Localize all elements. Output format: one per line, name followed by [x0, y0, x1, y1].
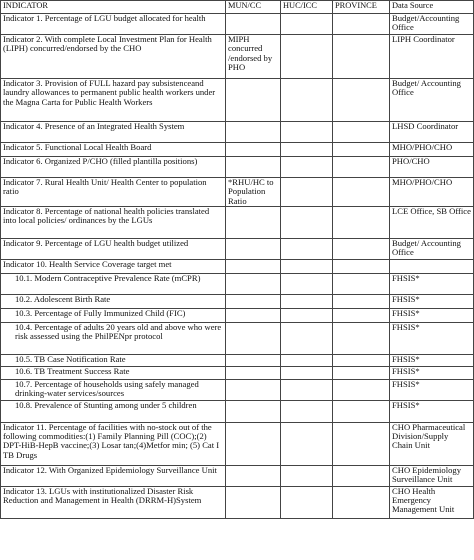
cell-huc-icc [281, 122, 333, 143]
cell-huc-icc [281, 294, 333, 308]
cell-mun-cc [226, 366, 281, 379]
cell-mun-cc [226, 422, 281, 465]
cell-data-source: PHO/CHO [390, 157, 474, 178]
cell-huc-icc [281, 465, 333, 486]
header-data-source: Data Source [390, 1, 474, 14]
cell-indicator: Indicator 1. Percentage of LGU budget allocated for health [1, 14, 226, 35]
cell-huc-icc [281, 400, 333, 422]
cell-province [333, 14, 390, 35]
cell-indicator: 10.3. Percentage of Fully Immunized Child (FIC) [1, 308, 226, 322]
cell-province [333, 486, 390, 518]
cell-mun-cc [226, 122, 281, 143]
cell-huc-icc [281, 14, 333, 35]
cell-indicator: Indicator 3. Provision of FULL hazard pay subsistenceand laundry allowances to permanent public health workers under the Magna Carta for Public Health Workers [1, 79, 226, 122]
cell-data-source: LIPH Coordinator [390, 35, 474, 79]
cell-province [333, 273, 390, 294]
cell-huc-icc [281, 157, 333, 178]
table-row [1, 422, 474, 465]
cell-huc-icc [281, 238, 333, 259]
cell-province [333, 400, 390, 422]
cell-mun-cc: MIPH concurred /endorsed by PHO [226, 35, 281, 79]
cell-data-source: Budget/ Accounting Office [390, 79, 474, 122]
cell-huc-icc [281, 35, 333, 79]
cell-indicator: Indicator 6. Organized P/CHO (filled plantilla positions) [1, 157, 226, 178]
cell-indicator: Indicator 10. Health Service Coverage target met [1, 259, 226, 273]
cell-mun-cc [226, 294, 281, 308]
cell-indicator: 10.1. Modern Contraceptive Prevalence Rate (mCPR) [1, 273, 226, 294]
cell-mun-cc [226, 14, 281, 35]
cell-province [333, 79, 390, 122]
cell-data-source: FHSIS* [390, 400, 474, 422]
cell-huc-icc [281, 79, 333, 122]
table-header-row [1, 1, 474, 14]
cell-data-source: FHSIS* [390, 379, 474, 400]
cell-huc-icc [281, 143, 333, 157]
cell-indicator: 10.5. TB Case Notification Rate [1, 354, 226, 366]
cell-data-source: LCE Office, SB Office [390, 206, 474, 238]
cell-data-source: CHO Epidemiology Surveillance Unit [390, 465, 474, 486]
cell-province [333, 322, 390, 354]
table-row [1, 259, 474, 273]
cell-indicator: 10.8. Prevalence of Stunting among under 5 children [1, 400, 226, 422]
cell-indicator: 10.2. Adolescent Birth Rate [1, 294, 226, 308]
table-row [1, 122, 474, 143]
header-mun-cc: MUN/CC [226, 1, 281, 14]
cell-indicator: 10.7. Percentage of households using safely managed drinking-water services/sources [1, 379, 226, 400]
cell-huc-icc [281, 486, 333, 518]
cell-mun-cc [226, 206, 281, 238]
cell-data-source: FHSIS* [390, 294, 474, 308]
cell-data-source: FHSIS* [390, 322, 474, 354]
table-row [1, 79, 474, 122]
cell-indicator: Indicator 9. Percentage of LGU health budget utilized [1, 238, 226, 259]
cell-huc-icc [281, 259, 333, 273]
cell-mun-cc: *RHU/HC to Population Ratio [226, 178, 281, 207]
table-body [1, 14, 474, 519]
cell-data-source: CHO Pharmaceutical Division/Supply Chain Unit [390, 422, 474, 465]
cell-province [333, 238, 390, 259]
header-province: PROVINCE [333, 1, 390, 14]
cell-indicator: Indicator 12. With Organized Epidemiology Surveillance Unit [1, 465, 226, 486]
table-row [1, 294, 474, 308]
cell-huc-icc [281, 322, 333, 354]
cell-province [333, 143, 390, 157]
cell-mun-cc [226, 308, 281, 322]
header-indicator: INDICATOR [1, 1, 226, 14]
cell-mun-cc [226, 486, 281, 518]
cell-province [333, 294, 390, 308]
cell-data-source: MHO/PHO/CHO [390, 143, 474, 157]
cell-data-source: FHSIS* [390, 354, 474, 366]
table-row [1, 366, 474, 379]
table-row [1, 14, 474, 35]
cell-mun-cc [226, 400, 281, 422]
cell-mun-cc [226, 465, 281, 486]
cell-mun-cc [226, 354, 281, 366]
cell-province [333, 366, 390, 379]
cell-province [333, 259, 390, 273]
table-row [1, 322, 474, 354]
cell-province [333, 206, 390, 238]
cell-huc-icc [281, 308, 333, 322]
cell-mun-cc [226, 157, 281, 178]
cell-mun-cc [226, 238, 281, 259]
cell-indicator: Indicator 5. Functional Local Health Board [1, 143, 226, 157]
table-row [1, 354, 474, 366]
cell-province [333, 178, 390, 207]
cell-huc-icc [281, 354, 333, 366]
cell-data-source: FHSIS* [390, 273, 474, 294]
cell-huc-icc [281, 178, 333, 207]
cell-indicator: Indicator 7. Rural Health Unit/ Health Center to population ratio [1, 178, 226, 207]
table-row [1, 273, 474, 294]
table-row [1, 206, 474, 238]
cell-data-source: Budget/Accounting Office [390, 14, 474, 35]
cell-indicator: Indicator 13. LGUs with institutionalized Disaster Risk Reduction and Management in Health (DRRM-H)System [1, 486, 226, 518]
cell-indicator: Indicator 11. Percentage of facilities with no-stock out of the following commodities:(1) Family Planning Pill (COC);(2) DPT-HiB-HepB vaccine;(3) Losar tan;(4)Metfor min; (5) Cat I TB Drugs [1, 422, 226, 465]
cell-mun-cc [226, 143, 281, 157]
table-row [1, 465, 474, 486]
cell-province [333, 379, 390, 400]
cell-province [333, 354, 390, 366]
table-row [1, 35, 474, 79]
table-row [1, 157, 474, 178]
cell-province [333, 308, 390, 322]
cell-data-source: FHSIS* [390, 366, 474, 379]
header-huc-icc: HUC/ICC [281, 1, 333, 14]
table-row [1, 143, 474, 157]
cell-huc-icc [281, 273, 333, 294]
cell-data-source: Budget/ Accounting Office [390, 238, 474, 259]
cell-province [333, 422, 390, 465]
cell-huc-icc [281, 379, 333, 400]
cell-huc-icc [281, 366, 333, 379]
table-row [1, 308, 474, 322]
table-row [1, 238, 474, 259]
table-row [1, 486, 474, 518]
cell-province [333, 35, 390, 79]
cell-province [333, 122, 390, 143]
cell-mun-cc [226, 379, 281, 400]
cell-indicator: Indicator 4. Presence of an Integrated Health System [1, 122, 226, 143]
cell-province [333, 465, 390, 486]
cell-data-source: FHSIS* [390, 308, 474, 322]
cell-data-source: MHO/PHO/CHO [390, 178, 474, 207]
cell-province [333, 157, 390, 178]
cell-data-source [390, 259, 474, 273]
cell-indicator: Indicator 8. Percentage of national health policies translated into local policies/ ordinances by the LGUs [1, 206, 226, 238]
table-row [1, 400, 474, 422]
cell-mun-cc [226, 79, 281, 122]
cell-mun-cc [226, 322, 281, 354]
cell-huc-icc [281, 422, 333, 465]
cell-huc-icc [281, 206, 333, 238]
table-row [1, 178, 474, 207]
cell-data-source: CHO Health Emergency Management Unit [390, 486, 474, 518]
cell-data-source: LHSD Coordinator [390, 122, 474, 143]
cell-indicator: Indicator 2. With complete Local Investment Plan for Health (LIPH) concurred/endorsed by the CHO [1, 35, 226, 79]
table-row [1, 379, 474, 400]
cell-indicator: 10.6. TB Treatment Success Rate [1, 366, 226, 379]
cell-mun-cc [226, 273, 281, 294]
cell-indicator: 10.4. Percentage of adults 20 years old and above who were risk assessed using the PhilPENpr protocol [1, 322, 226, 354]
cell-mun-cc [226, 259, 281, 273]
